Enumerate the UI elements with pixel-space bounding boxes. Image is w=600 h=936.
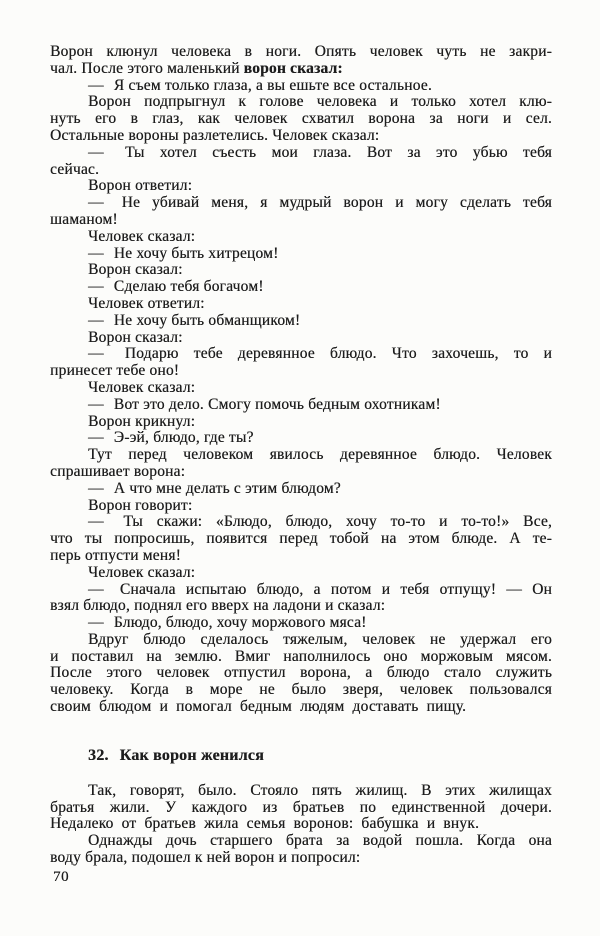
dialog-dash: — bbox=[88, 513, 104, 531]
story-continuation bbox=[50, 44, 552, 716]
text-line: чал. После этого маленький ворон сказал: bbox=[50, 59, 343, 77]
text-line: Человек сказал: bbox=[88, 227, 196, 245]
dialog-dash: — bbox=[88, 395, 104, 413]
text-line: нуть его в глаз, как человек схватил ворона за ноги и сел. bbox=[50, 110, 552, 128]
dialog-dash: — bbox=[88, 194, 104, 212]
text-line: что ты попросишь, появится перед тобой на этом блюде. А те- bbox=[50, 530, 552, 548]
text-line: — Э-эй, блюдо, где ты? bbox=[88, 429, 254, 447]
text-line: принесет тебе оно! bbox=[50, 362, 180, 380]
text-line: — Не убивай меня, я мудрый ворон и могу сделать тебя bbox=[88, 194, 552, 212]
text-line: — Подарю тебе деревянное блюдо. Что захочешь, то и bbox=[88, 345, 552, 363]
dialog-dash: — bbox=[88, 479, 104, 497]
text-line: Остальные вороны разлетелись. Человек сказал: bbox=[50, 126, 380, 144]
text-line: — Ты скажи: «Блюдо, блюдо, хочу то-то и то-то!» Все, bbox=[88, 513, 552, 531]
text-line: — Не хочу быть обманщиком! bbox=[88, 311, 301, 329]
text-line: — Блюдо, блюдо, хочу моржового мяса! bbox=[88, 614, 367, 632]
dialog-dash: — bbox=[88, 345, 104, 363]
text-line: воду брала, подошел к ней ворон и попросил: bbox=[50, 849, 361, 867]
dialog-dash: — bbox=[88, 580, 104, 598]
text-line: сейчас. bbox=[50, 160, 100, 178]
text-line: Вдруг блюдо сделалось тяжелым, человек не удержал его bbox=[88, 630, 552, 648]
dialog-dash: — bbox=[88, 278, 104, 296]
text-line: Ворон сказал: bbox=[88, 328, 183, 346]
text-line: Человек сказал: bbox=[88, 378, 196, 396]
dialog-dash: — bbox=[88, 76, 104, 94]
text-line: Так, говорят, было. Стояло пять жилищ. В этих жилищах bbox=[88, 781, 552, 799]
text-line: Ворон сказал: bbox=[88, 261, 183, 279]
dialog-dash: — bbox=[88, 311, 104, 329]
text-line: Ворон клюнул человека в ноги. Опять человек чуть не закри- bbox=[50, 43, 552, 60]
text-line: Человек сказал: bbox=[88, 563, 196, 581]
text-line: — Сначала испытаю блюдо, а потом и тебя отпущу! — Он bbox=[88, 580, 552, 598]
text-line: Однажды дочь старшего брата за водой пошла. Когда она bbox=[88, 832, 552, 850]
text-line: Человек ответил: bbox=[88, 294, 205, 312]
story-title: Как ворон женился bbox=[119, 746, 264, 764]
page-number: 70 bbox=[53, 869, 69, 885]
text-line: взял блюдо, поднял его вверх на ладони и сказал: bbox=[50, 597, 386, 615]
text-line: После этого человек отпустил ворона, а блюдо стало служить bbox=[50, 664, 552, 682]
text-line: спрашивает ворона: bbox=[50, 462, 186, 480]
text-line: — Не хочу быть хитрецом! bbox=[88, 244, 279, 262]
text-line: — Сделаю тебя богачом! bbox=[88, 278, 264, 296]
text-line: — Я съем только глаза, а вы ешьте все остальное. bbox=[88, 76, 432, 94]
dialog-dash: — bbox=[88, 143, 104, 161]
text-line: своим блюдом и помогал бедным людям доставать пищу. bbox=[50, 698, 467, 716]
text-line: Тут перед человеком явилось деревянное блюдо. Человек bbox=[88, 446, 552, 464]
text-line: — Ты хотел съесть мои глаза. Вот за это убью тебя bbox=[88, 143, 552, 161]
text-line: Ворон ответил: bbox=[88, 177, 193, 195]
text-line: перь отпусти меня! bbox=[50, 546, 181, 564]
text-line: Ворон подпрыгнул к голове человека и только хотел клю- bbox=[88, 93, 552, 111]
text-line: — Вот это дело. Смогу помочь бедным охотникам! bbox=[88, 395, 441, 413]
story-heading bbox=[50, 747, 552, 764]
text-line: Ворон говорит: bbox=[88, 496, 193, 514]
text-line: шаманом! bbox=[50, 210, 118, 228]
bold-text: ворон сказал: bbox=[243, 59, 343, 77]
text-line: — А что мне делать с этим блюдом? bbox=[88, 479, 341, 497]
dialog-dash: — bbox=[88, 244, 104, 262]
story-number: 32. bbox=[88, 746, 109, 764]
next-story-body bbox=[50, 783, 552, 867]
text-line: и поставил на землю. Вмиг наполнилось оно моржовым мясом. bbox=[50, 647, 552, 665]
dialog-dash: — bbox=[88, 429, 104, 447]
text-line: Недалеко от братьев жила семья воронов: бабушка и внук. bbox=[50, 815, 480, 833]
text-line: человеку. Когда в море не было зверя, человек пользовался bbox=[50, 681, 552, 699]
text-line: Ворон крикнул: bbox=[88, 412, 196, 430]
text-block bbox=[50, 44, 552, 867]
dialog-dash: — bbox=[88, 614, 104, 632]
text-line: братья жили. У каждого из братьев по единственной дочери. bbox=[50, 798, 552, 816]
